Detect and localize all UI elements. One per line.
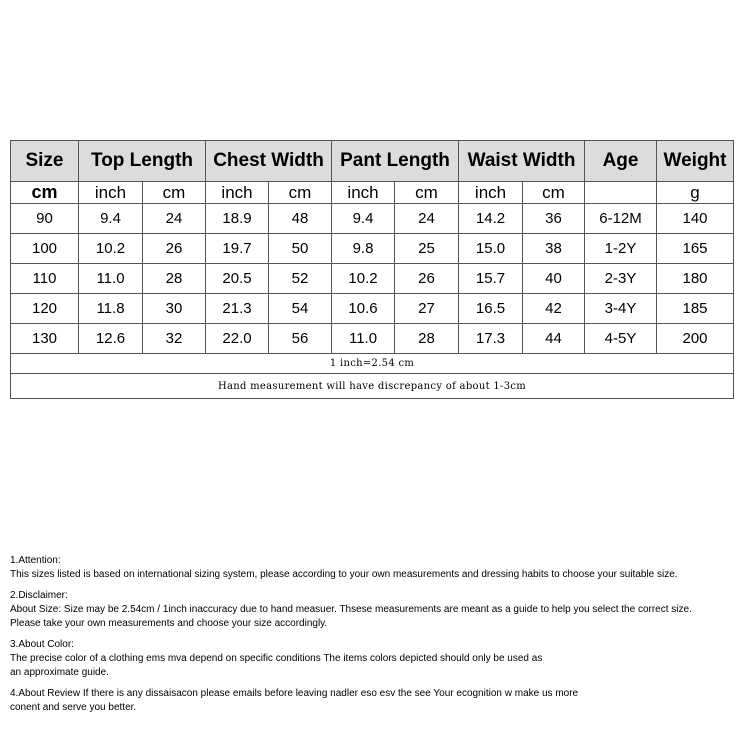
unit-cell: cm bbox=[143, 182, 206, 204]
table-cell: 11.8 bbox=[79, 294, 143, 324]
table-cell: 20.5 bbox=[206, 264, 269, 294]
unit-cell: cm bbox=[395, 182, 459, 204]
review-line: 4.About Review If there is any dissaisacon please emails before leaving nadler eso esv the see Your ecognition w make us more bbox=[10, 688, 579, 699]
table-cell: 48 bbox=[269, 204, 332, 234]
table-cell: 50 bbox=[269, 234, 332, 264]
table-cell: 42 bbox=[523, 294, 585, 324]
attention-text: This sizes listed is based on international sizing system, please according to your own measurements and dressing habits to choose your suitable size. bbox=[10, 569, 678, 580]
conversion-note-row bbox=[11, 354, 734, 374]
table-cell: 25 bbox=[395, 234, 459, 264]
conversion-note: 1 inch=2.54 cm bbox=[11, 354, 734, 374]
table-cell: 19.7 bbox=[206, 234, 269, 264]
table-cell: 11.0 bbox=[332, 324, 395, 354]
table-cell: 32 bbox=[143, 324, 206, 354]
table-cell: 22.0 bbox=[206, 324, 269, 354]
color-note bbox=[10, 638, 745, 680]
table-cell: 130 bbox=[11, 324, 79, 354]
table-cell: 12.6 bbox=[79, 324, 143, 354]
header-cell: Top Length bbox=[79, 141, 206, 182]
header-row bbox=[11, 141, 734, 182]
table-cell: 15.7 bbox=[459, 264, 523, 294]
table-cell: 14.2 bbox=[459, 204, 523, 234]
disclaimer-title: 2.Disclaimer: bbox=[10, 590, 68, 601]
table-cell: 3-4Y bbox=[585, 294, 657, 324]
table-cell: 54 bbox=[269, 294, 332, 324]
table-row bbox=[11, 234, 734, 264]
table-cell: 200 bbox=[657, 324, 734, 354]
measurement-note-row bbox=[11, 374, 734, 399]
size-chart-table bbox=[10, 140, 734, 399]
table-row bbox=[11, 264, 734, 294]
header-cell: Size bbox=[11, 141, 79, 182]
unit-cell: inch bbox=[332, 182, 395, 204]
table-cell: 90 bbox=[11, 204, 79, 234]
unit-cell: inch bbox=[206, 182, 269, 204]
table-row bbox=[11, 204, 734, 234]
table-cell: 185 bbox=[657, 294, 734, 324]
table-cell: 9.4 bbox=[332, 204, 395, 234]
table-cell: 6-12M bbox=[585, 204, 657, 234]
table-cell: 30 bbox=[143, 294, 206, 324]
header-cell: Waist Width bbox=[459, 141, 585, 182]
table-cell: 10.2 bbox=[79, 234, 143, 264]
table-cell: 100 bbox=[11, 234, 79, 264]
review-note bbox=[10, 687, 745, 715]
color-line: an approximate guide. bbox=[10, 667, 109, 678]
table-cell: 21.3 bbox=[206, 294, 269, 324]
table-cell: 11.0 bbox=[79, 264, 143, 294]
measurement-note: Hand measurement will have discrepancy of about 1-3cm bbox=[11, 374, 734, 399]
color-title: 3.About Color: bbox=[10, 639, 74, 650]
unit-cell: g bbox=[657, 182, 734, 204]
table-cell: 26 bbox=[143, 234, 206, 264]
table-cell: 180 bbox=[657, 264, 734, 294]
table-cell: 2-3Y bbox=[585, 264, 657, 294]
table-cell: 16.5 bbox=[459, 294, 523, 324]
unit-cell: cm bbox=[269, 182, 332, 204]
unit-cell: cm bbox=[11, 182, 79, 204]
table-cell: 10.2 bbox=[332, 264, 395, 294]
unit-cell: inch bbox=[459, 182, 523, 204]
table-cell: 27 bbox=[395, 294, 459, 324]
table-cell: 1-2Y bbox=[585, 234, 657, 264]
disclaimer-line: Please take your own measurements and choose your size accordingly. bbox=[10, 618, 328, 629]
table-cell: 24 bbox=[395, 204, 459, 234]
notes-section bbox=[10, 554, 745, 722]
header-cell: Weight bbox=[657, 141, 734, 182]
header-cell: Pant Length bbox=[332, 141, 459, 182]
table-cell: 120 bbox=[11, 294, 79, 324]
table-row bbox=[11, 294, 734, 324]
header-cell: Age bbox=[585, 141, 657, 182]
table-cell: 110 bbox=[11, 264, 79, 294]
table-cell: 56 bbox=[269, 324, 332, 354]
color-line: The precise color of a clothing ems mva depend on specific conditions The items colors depicted should only be used as bbox=[10, 653, 543, 664]
unit-cell: inch bbox=[79, 182, 143, 204]
disclaimer-line: About Size: Size may be 2.54cm / 1inch inaccuracy due to hand measuer. Thsese measurements are meant as a guide to help you select the correct size. bbox=[10, 604, 692, 615]
table-cell: 140 bbox=[657, 204, 734, 234]
table-cell: 15.0 bbox=[459, 234, 523, 264]
table-cell: 18.9 bbox=[206, 204, 269, 234]
table-cell: 52 bbox=[269, 264, 332, 294]
table-cell: 44 bbox=[523, 324, 585, 354]
attention-title: 1.Attention: bbox=[10, 555, 61, 566]
table-cell: 165 bbox=[657, 234, 734, 264]
header-cell: Chest Width bbox=[206, 141, 332, 182]
table-cell: 10.6 bbox=[332, 294, 395, 324]
attention-note bbox=[10, 554, 745, 582]
table-cell: 26 bbox=[395, 264, 459, 294]
review-line: conent and serve you better. bbox=[10, 702, 137, 713]
table-cell: 9.4 bbox=[79, 204, 143, 234]
table-cell: 28 bbox=[395, 324, 459, 354]
disclaimer-note bbox=[10, 589, 745, 631]
table-cell: 24 bbox=[143, 204, 206, 234]
table-cell: 36 bbox=[523, 204, 585, 234]
table-cell: 38 bbox=[523, 234, 585, 264]
unit-cell: cm bbox=[523, 182, 585, 204]
table-cell: 9.8 bbox=[332, 234, 395, 264]
unit-row bbox=[11, 182, 734, 204]
unit-cell bbox=[585, 182, 657, 204]
table-row bbox=[11, 324, 734, 354]
table-cell: 4-5Y bbox=[585, 324, 657, 354]
table-cell: 28 bbox=[143, 264, 206, 294]
table-cell: 17.3 bbox=[459, 324, 523, 354]
table-cell: 40 bbox=[523, 264, 585, 294]
